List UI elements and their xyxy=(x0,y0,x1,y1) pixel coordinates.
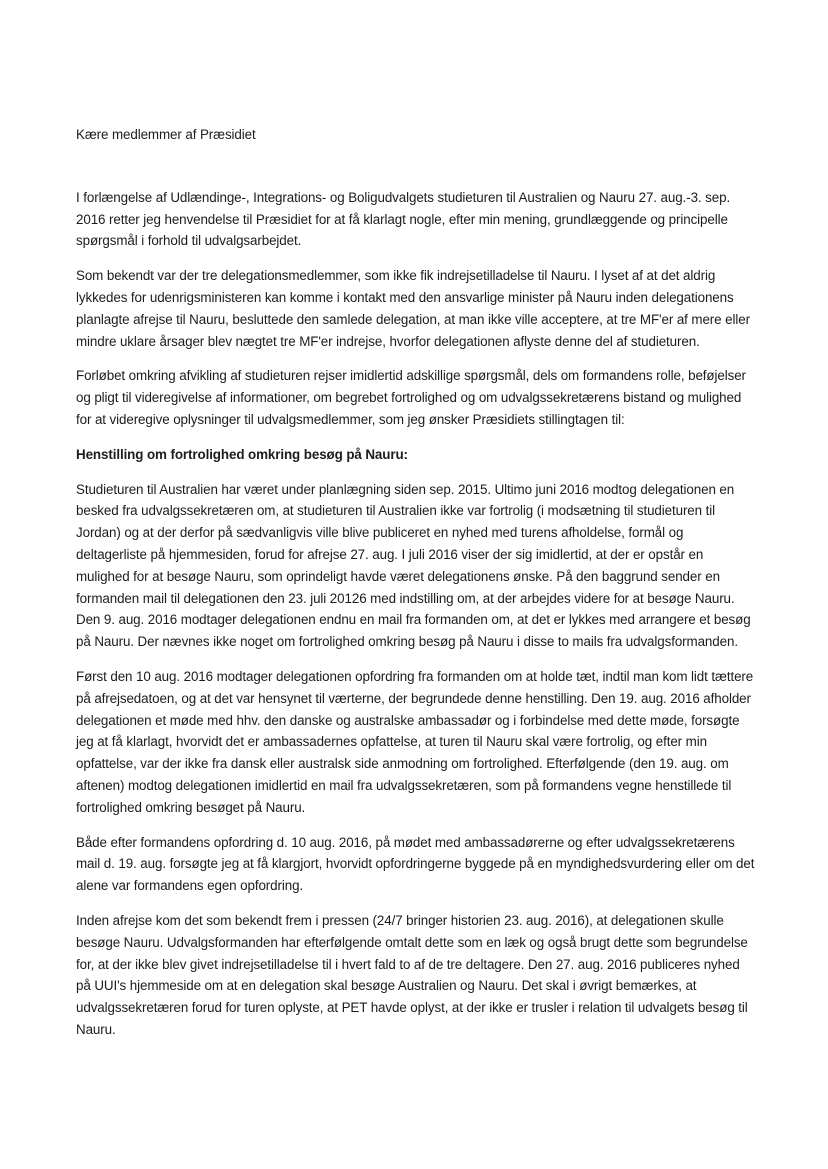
letter-body xyxy=(76,124,756,1054)
salutation: Kære medlemmer af Præsidiet xyxy=(76,127,256,142)
press-paragraph: Inden afrejse kom det som bekendt frem i pressen (24/7 bringer historien 23. aug. 2016), at delegationen skulle besøge Nauru. Udvalgsformanden har efterfølgende omtalt dette som en læk og også brugt dette som begrundelse for, at der ikke blev givet indrejsetilladelse til i hvert fald to af de tre deltagere. Den 27. aug. 2016 publiceres nyhed på UUI's hjemmeside om at en delegation skal besøge Australien og Nauru. Det skal i øvrigt bemærkes, at udvalgssekretæren forud for turen oplyste, at PET havde oplyst, at der ikke er trusler i relation til udvalgets besøg til Nauru. xyxy=(76,912,748,1037)
confidentiality-paragraph: Først den 10 aug. 2016 modtager delegationen opfordring fra formanden om at holde tæt, indtil man kom lidt tættere på afrejsedatoen, og at det var hensynet til værterne, der begrundede denne henstilling. Den 19. aug. 2016 afholder delegationen et møde med hhv. den danske og australske ambassadør og i forbindelse med dette møde, forsøgte jeg at få klarlagt, hvorvidt det er ambassadernes opfattelse, at turen til Nauru skal være fortrolig, og efter min opfattelse, var der ikke fra dansk eller australsk side anmodning om fortrolighed. Efterfølgende (den 19. aug. om aftenen) modtog delegationen imidlertid en mail fra udvalgssekretæren, som på formandens vegne henstillede til fortrolighed omkring besøget på Nauru. xyxy=(76,668,754,815)
clarification-paragraph: Både efter formandens opfordring d. 10 aug. 2016, på mødet med ambassadørerne og efter udvalgssekretærens mail d. 19. aug. forsøgte jeg at få klargjort, hvorvidt opfordringerne byggede på en myndighedsvurdering eller om det alene var formandens egen opfordring. xyxy=(76,834,755,894)
section-heading: Henstilling om fortrolighed omkring besøg på Nauru: xyxy=(76,446,408,462)
planning-paragraph: Studieturen til Australien har været under planlægning siden sep. 2015. Ultimo juni 2016 modtog delegationen en besked fra udvalgssekretæren om, at studieturen til Australien ikke var fortrolig (i modsætning til studieturen til Jordan) og at der derfor på sædvanligvis ville blive publiceret en nyhed med turens afholdelse, formål og deltagerliste på hjemmesiden, forud for afrejse 27. aug. I juli 2016 viser der sig imidlertid, at der er opstår en mulighed for at besøge Nauru, som oprindeligt havde været delegationens ønske. På den baggrund sender en formanden mail til delegationen den 23. juli 20126 med indstilling om, at der arbejdes videre for at besøge Nauru. Den 9. aug. 2016 modtager delegationen endnu en mail fra formanden om, at det er lykkes med arrangere et besøg på Nauru. Der nævnes ikke noget om fortrolighed omkring besøg på Nauru i disse to mails fra udvalgsformanden. xyxy=(76,481,751,650)
delegation-paragraph: Som bekendt var der tre delegationsmedlemmer, som ikke fik indrejsetilladelse til Nauru. I lyset af at det aldrig lykkedes for udenrigsministeren kan komme i kontakt med den ansvarlige minister på Nauru inden delegationens planlagte afrejse til Nauru, besluttede den samlede delegation, at man ikke ville acceptere, at tre MF'er af mere eller mindre uklare årsager blev nægtet tre MF'er indrejse, hvorfor delegationen aflyste denne del af studieturen. xyxy=(76,268,750,349)
questions-paragraph: Forløbet omkring afvikling af studieturen rejser imidlertid adskillige spørgsmål, dels om formandens rolle, beføjelser og pligt til videregivelse af informationer, om begrebet fortrolighed og om udvalgssekretærens bistand og mulighed for at videregive oplysninger til udvalgsmedlemmer, som jeg ønsker Præsidiets stillingtagen til: xyxy=(76,368,746,427)
intro-paragraph: I forlængelse af Udlændinge-, Integrations- og Boligudvalgets studieturen til Australien og Nauru 27. aug.-3. sep. 2016 retter jeg henvendelse til Præsidiet for at få klarlagt nogle, efter min mening, grundlæggende og principelle spørgsmål i forhold til udvalgsarbejdet. xyxy=(76,189,731,249)
